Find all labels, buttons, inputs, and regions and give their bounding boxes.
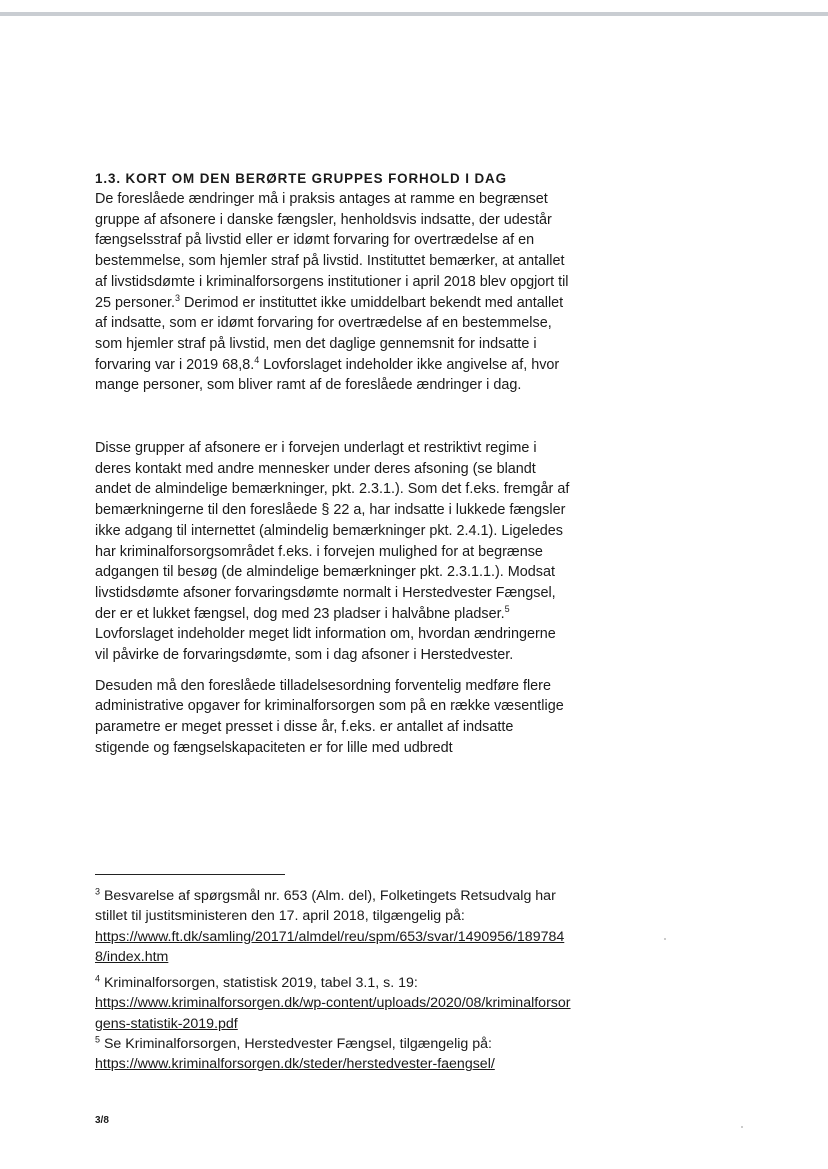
footnote-divider: [95, 874, 285, 875]
footnote-3: [95, 886, 575, 967]
footnote-text: Besvarelse af spørgsmål nr. 653 (Alm. del), Folketingets Retsudvalg har stillet til justitsministeren den 17. april 2018, tilgængelig på:: [95, 888, 556, 925]
footnote-ref-5[interactable]: 5: [504, 603, 510, 614]
footnote-4: [95, 973, 575, 1034]
section-heading: 1.3. KORT OM DEN BERØRTE GRUPPES FORHOLD I DAG: [95, 171, 507, 186]
main-content: [95, 168, 570, 759]
paragraph-1-text-a: De foreslåede ændringer må i praksis antages at ramme en begrænset gruppe af afsonere i danske fængsler, henholdsvis indsatte, der udestår fængselsstraf på livstid eller er idømt forvaring for overtrædelse af en bestemmelse, som hjemler straf på livstid. Instituttet bemærker, at antallet af livstidsdømte i kriminalforsorgens institutioner i april 2018 blev opgjort til 25 personer.: [95, 191, 569, 311]
scan-speck: [664, 938, 666, 940]
scan-edge: [0, 12, 828, 16]
scan-speck: [741, 1126, 743, 1128]
paragraph-2-text-a: Disse grupper af afsonere er i forvejen underlagt et restriktivt regime i deres kontakt med andre mennesker under deres afsoning (se blandt andet de almindelige bemærkninger, pkt. 2.3.1.). Som det f.eks. fremgår af bemærkningerne til den foreslåede § 22 a, har indsatte i lukkede fængsler ikke adgang til internettet (almindelig bemærkninger pkt. 2.4.1). Ligeledes har kriminalforsorgsområdet f.eks. i forvejen mulighed for at begrænse adgangen til besøg (de almindelige bemærkninger pkt. 2.3.1.1.). Modsat livstidsdømte afsoner forvaringsdømte normalt i Herstedvester Fængsel, der er et lukket fængsel, dog med 23 pladser i halvåbne pladser.: [95, 440, 570, 622]
footnote-ref-3[interactable]: 3: [175, 292, 181, 303]
footnote-link[interactable]: https://www.kriminalforsorgen.dk/wp-content/uploads/2020/08/kriminalforsorgens-statistik-2019.pdf: [95, 995, 571, 1032]
footnote-link[interactable]: https://www.kriminalforsorgen.dk/steder/herstedvester-faengsel/: [95, 1056, 495, 1073]
paragraph-1: [95, 189, 570, 396]
footnote-number: 5: [95, 1034, 101, 1045]
footnote-5: [95, 1034, 575, 1075]
paragraph-2: [95, 438, 570, 666]
footnote-link[interactable]: https://www.ft.dk/samling/20171/almdel/reu/spm/653/svar/1490956/1897848/index.htm: [95, 928, 565, 965]
paragraph-1-text-b: Derimod er instituttet ikke umiddelbart bekendt med antallet af indsatte, som er idømt forvaring for overtrædelse af en bestemmelse, som hjemler straf på livstid, men det daglige gennemsnit for indsatte i forvaring var i 2019 68,8.: [95, 294, 564, 373]
paragraph-3: Desuden må den foreslåede tilladelsesordning forventelig medføre flere administrative opgaver for kriminalforsorgen som på en række væsentlige parametre er meget presset i disse år, f.eks. er antallet af indsatte stigende og fængselskapaciteten er for lille med udbredt: [95, 677, 564, 756]
paragraph-2-text-b: Lovforslaget indeholder meget lidt information om, hvordan ændringerne vil påvirke de forvaringsdømte, som i dag afsoner i Herstedvester.: [95, 626, 556, 664]
footnotes: [95, 886, 575, 1075]
footnote-number: 4: [95, 973, 101, 984]
footnote-text: Kriminalforsorgen, statistisk 2019, tabel 3.1, s. 19:: [100, 975, 418, 992]
paragraph-1-text-c: Lovforslaget indeholder ikke angivelse af, hvor mange personer, som bliver ramt af de foreslåede ændringer i dag.: [95, 356, 560, 394]
footnote-text: Se Kriminalforsorgen, Herstedvester Fængsel, tilgængelig på:: [100, 1036, 492, 1053]
footnote-ref-4[interactable]: 4: [254, 354, 260, 365]
footnote-number: 3: [95, 886, 101, 897]
page-number: 3/8: [95, 1115, 109, 1126]
